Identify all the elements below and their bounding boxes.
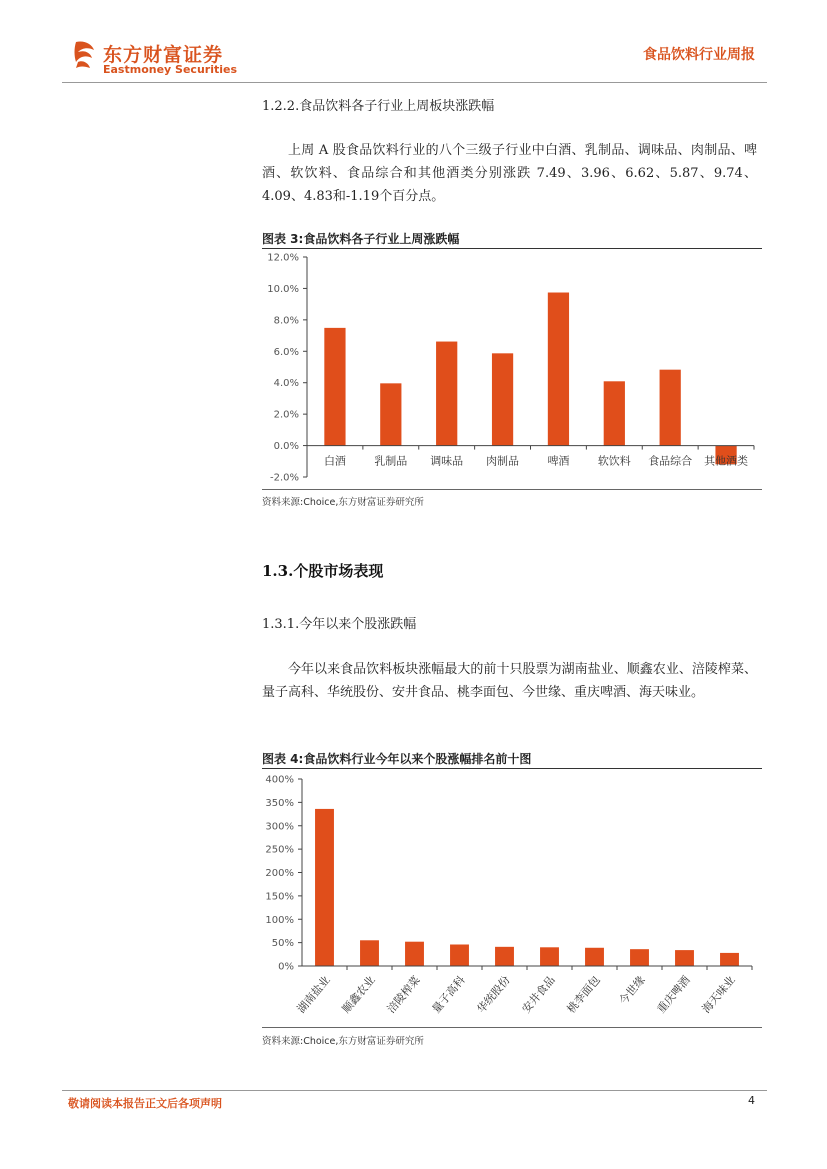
x-tick-label: 顺鑫农业 xyxy=(339,973,378,1016)
x-tick-label: 海天味业 xyxy=(699,973,738,1016)
bar-今世缘 xyxy=(630,949,649,966)
y-tick-label: 200% xyxy=(265,868,294,879)
x-tick-label: 华统股份 xyxy=(474,973,513,1016)
y-tick-label: -2.0% xyxy=(269,472,299,484)
figure4-source: 资料来源:Choice,东方财富证券研究所 xyxy=(262,1036,424,1047)
x-tick-label: 湖南盐业 xyxy=(294,973,333,1016)
x-tick-label: 涪陵榨菜 xyxy=(384,973,423,1016)
bar-肉制品 xyxy=(492,353,513,445)
bar-啤酒 xyxy=(548,293,569,446)
x-tick-label: 乳制品 xyxy=(374,454,408,468)
y-tick-label: 2.0% xyxy=(273,409,299,421)
x-tick-label: 安井食品 xyxy=(519,973,558,1016)
x-tick-label: 量子高科 xyxy=(429,973,468,1016)
y-tick-label: 12.0% xyxy=(267,252,299,264)
logo-english-name: Eastmoney Securities xyxy=(103,63,238,76)
figure3-source: 资料来源:Choice,东方财富证券研究所 xyxy=(262,497,424,508)
bar-桃李面包 xyxy=(585,948,604,966)
bar-湖南盐业 xyxy=(315,809,334,966)
y-tick-label: 0.0% xyxy=(273,441,299,453)
bar-顺鑫农业 xyxy=(360,940,379,966)
bar-华统股份 xyxy=(495,947,514,966)
y-tick-label: 150% xyxy=(265,891,294,903)
figure4-bottom-rule xyxy=(262,1027,762,1028)
x-tick-label: 啤酒 xyxy=(547,454,570,468)
bar-调味品 xyxy=(436,342,457,446)
figure4-bar-chart xyxy=(262,769,762,1026)
bar-涪陵榨菜 xyxy=(405,942,424,966)
bar-海天味业 xyxy=(720,953,739,966)
y-tick-label: 250% xyxy=(265,844,294,856)
section-paragraph-1-2-2: 上周 A 股食品饮料行业的八个三级子行业中白酒、乳制品、调味品、肉制品、啤酒、软饮料、食品综合和其他酒类分别涨跌 7.49、3.96、6.62、5.87、9.74、4.09、4.83和-1.19个百分点。 xyxy=(262,143,757,204)
x-tick-label: 食品综合 xyxy=(648,454,693,468)
x-tick-label: 白酒 xyxy=(323,454,346,468)
y-tick-label: 400% xyxy=(265,774,294,786)
eastmoney-logo-icon xyxy=(70,38,98,70)
y-tick-label: 4.0% xyxy=(273,378,299,390)
y-tick-label: 50% xyxy=(271,938,294,950)
x-tick-label: 重庆啤酒 xyxy=(654,973,693,1016)
logo-chinese-name: 东方财富证券 xyxy=(103,44,224,66)
y-tick-label: 300% xyxy=(265,821,294,833)
figure4-title: 图表 4:食品饮料行业今年以来个股涨幅排名前十图 xyxy=(262,752,532,766)
section-heading-1-3: 1.3.个股市场表现 xyxy=(262,562,384,580)
y-tick-label: 6.0% xyxy=(273,346,299,358)
bar-乳制品 xyxy=(380,383,401,445)
y-tick-label: 8.0% xyxy=(273,315,299,327)
section-heading-1-3-1: 1.3.1.今年以来个股涨跌幅 xyxy=(262,617,417,632)
bar-软饮料 xyxy=(604,381,625,445)
figure3-bar-chart xyxy=(262,249,762,489)
section-heading-1-2-2: 1.2.2.食品饮料各子行业上周板块涨跌幅 xyxy=(262,99,495,114)
header-divider xyxy=(62,82,767,83)
y-tick-label: 100% xyxy=(265,914,294,926)
footer-disclaimer: 敬请阅读本报告正文后各项声明 xyxy=(68,1097,222,1110)
x-tick-label: 其他酒类 xyxy=(704,454,749,468)
bar-白酒 xyxy=(324,328,345,446)
figure3-bottom-rule xyxy=(262,489,762,490)
y-tick-label: 0% xyxy=(278,961,294,973)
bar-安井食品 xyxy=(540,947,559,966)
section-paragraph-1-3-1: 今年以来食品饮料板块涨幅最大的前十只股票为湖南盐业、顺鑫农业、涪陵榨菜、量子高科、华统股份、安井食品、桃李面包、今世缘、重庆啤酒、海天味业。 xyxy=(262,662,757,700)
x-tick-label: 今世缘 xyxy=(616,973,648,1008)
figure3-title: 图表 3:食品饮料各子行业上周涨跌幅 xyxy=(262,232,460,246)
x-tick-label: 调味品 xyxy=(430,454,464,468)
bar-食品综合 xyxy=(660,370,681,446)
report-title: 食品饮料行业周报 xyxy=(643,47,755,63)
y-tick-label: 10.0% xyxy=(267,283,299,295)
x-tick-label: 肉制品 xyxy=(486,454,520,468)
footer-divider xyxy=(62,1090,767,1091)
bar-量子高科 xyxy=(450,944,469,966)
bar-重庆啤酒 xyxy=(675,950,694,966)
x-tick-label: 软饮料 xyxy=(597,454,631,468)
x-tick-label: 桃李面包 xyxy=(564,973,603,1016)
y-tick-label: 350% xyxy=(265,797,294,809)
page-number: 4 xyxy=(748,1094,755,1107)
